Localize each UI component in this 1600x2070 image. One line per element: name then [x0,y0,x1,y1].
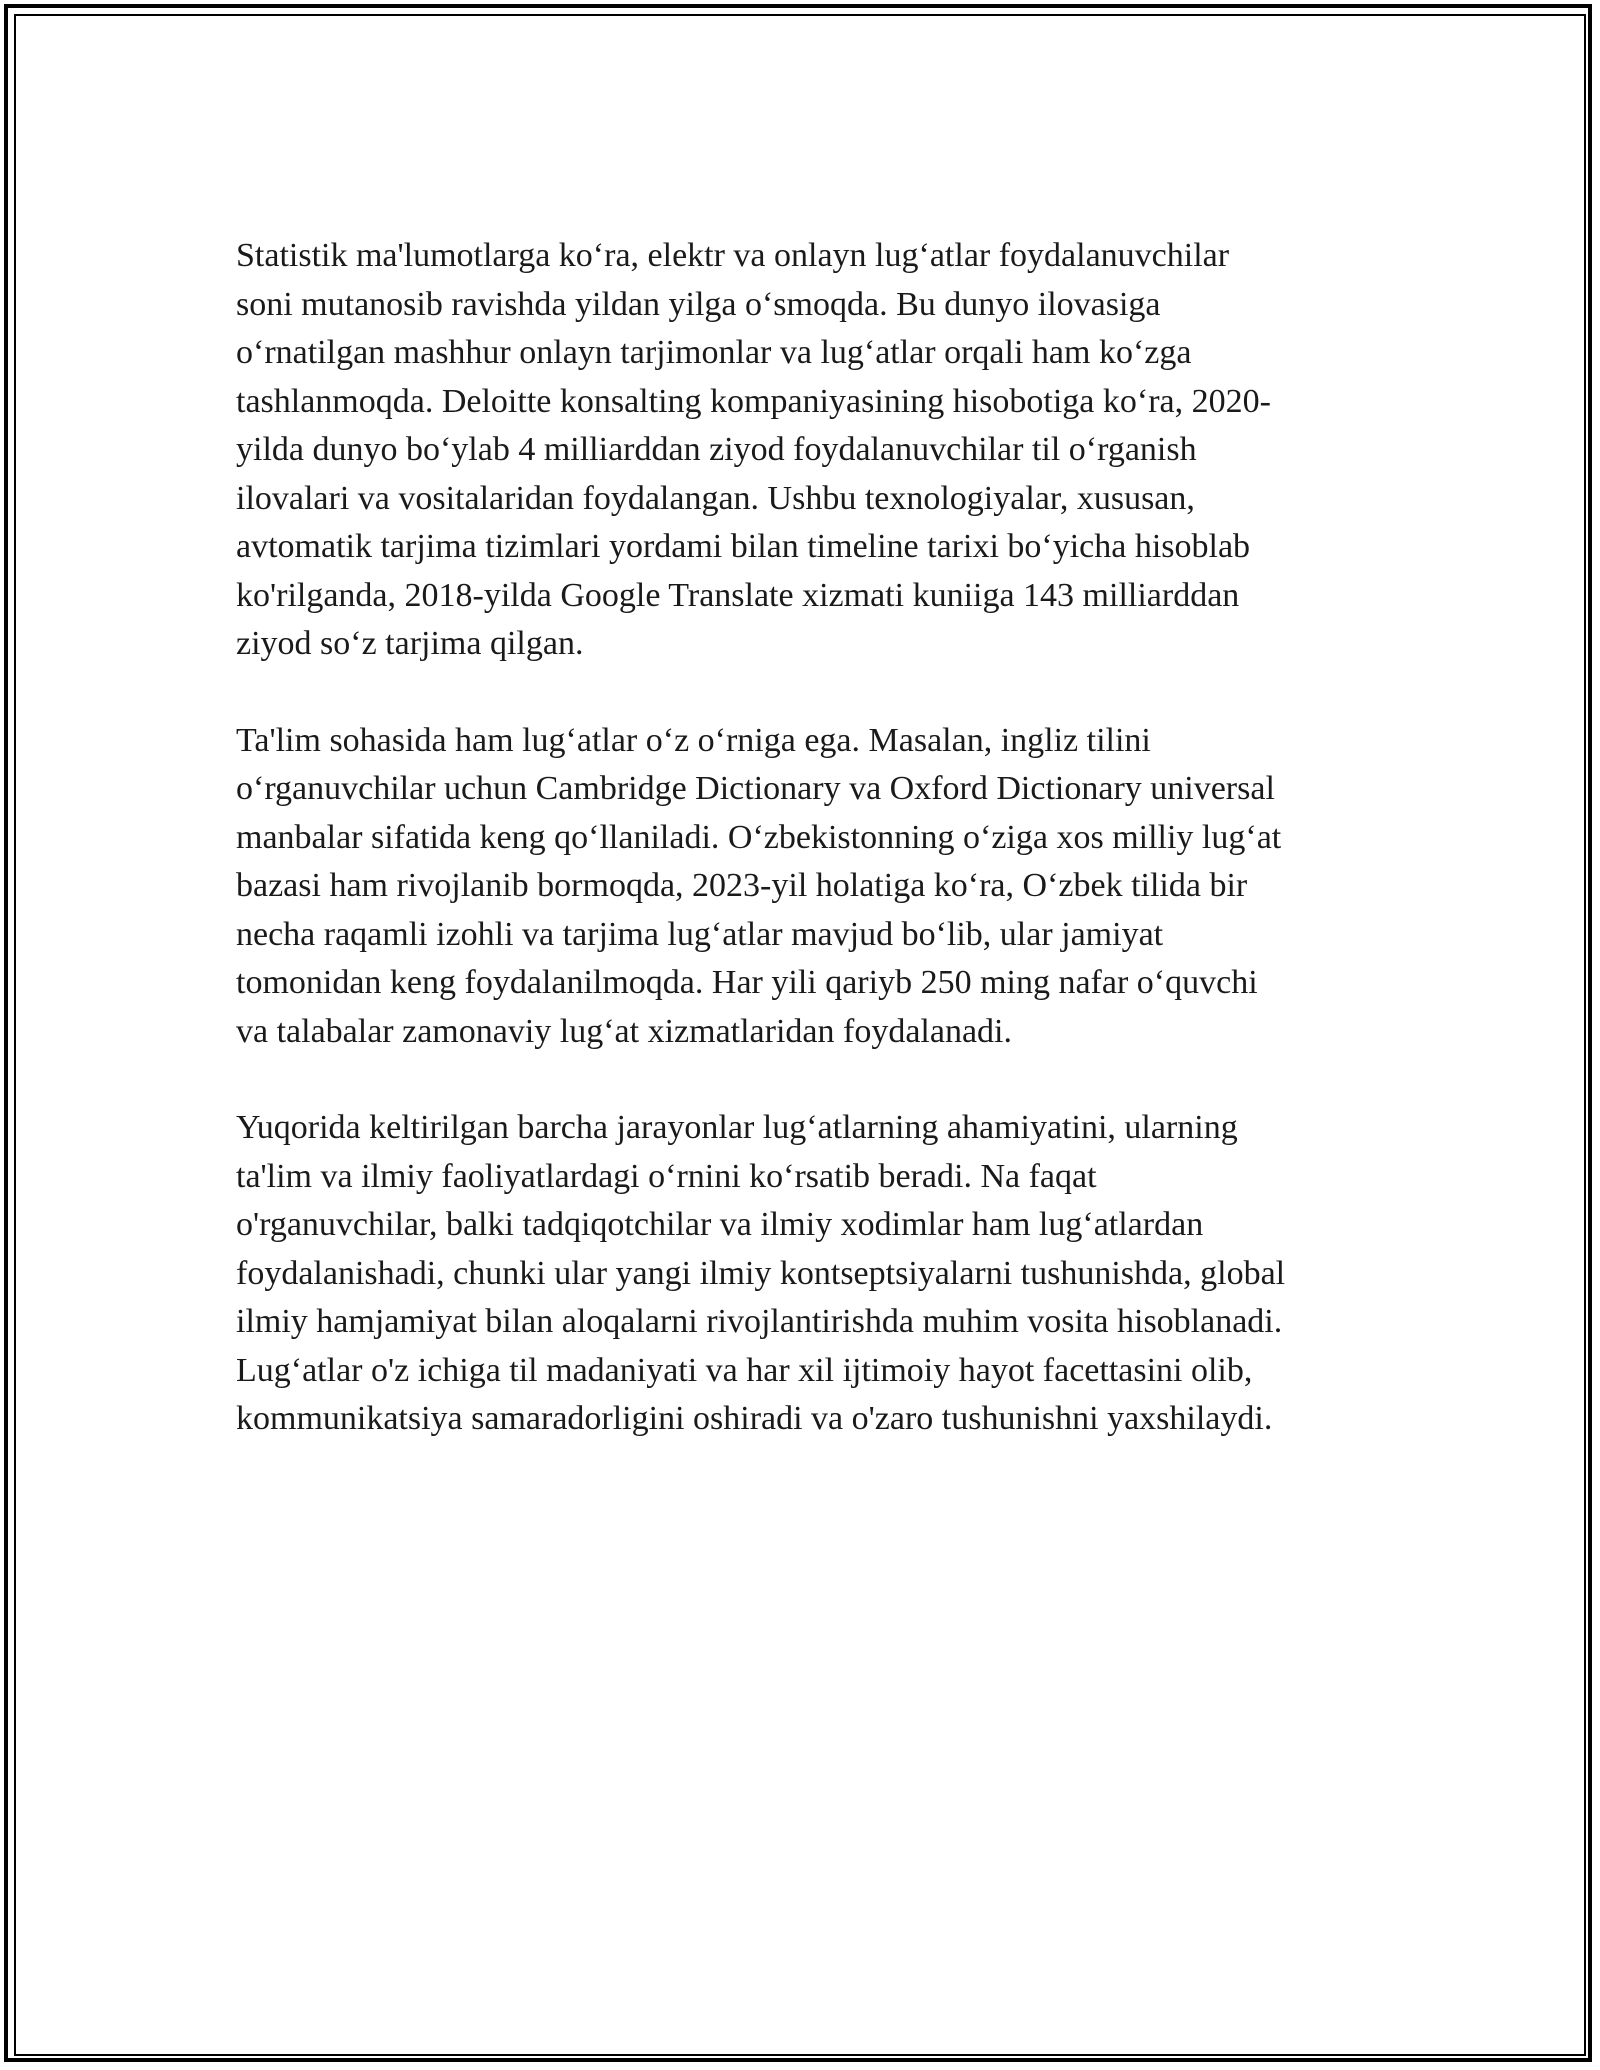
text-line: Ta'lim sohasida ham lug‘atlar o‘z o‘rniga ega. Masalan, ingliz tilini [236,721,1151,759]
text-line: ta'lim va ilmiy faoliyatlardagi o‘rnini ko‘rsatib beradi. Na faqat [236,1157,1097,1195]
text-line: Lug‘atlar o'z ichiga til madaniyati va har xil ijtimoiy hayot facettasini olib, [236,1351,1253,1389]
text-line: o‘rganuvchilar uchun Cambridge Dictionary va Oxford Dictionary universal [236,770,1275,807]
text-line: ziyod so‘z tarjima qilgan. [236,625,584,662]
text-line: manbalar sifatida keng qo‘llaniladi. O‘zbekistonning o‘ziga xos milliy lug‘at [236,818,1282,856]
text-line: ko'rilganda, 2018-yilda Google Translate xizmati kuniiga 143 milliarddan [236,576,1240,614]
text-line: Statistik ma'lumotlarga ko‘ra, elektr va onlayn lug‘atlar foydalanuvchilar [236,237,1230,274]
paragraph-education [236,717,1376,1057]
text-line: o‘rnatilgan mashhur onlayn tarjimonlar va lug‘atlar orqali ham ko‘zga [236,334,1192,371]
text-line: o'rganuvchilar, balki tadqiqotchilar va ilmiy xodimlar ham lug‘atlardan [236,1206,1204,1243]
text-line: foydalanishadi, chunki ular yangi ilmiy kontseptsiyalarni tushunishda, global [236,1254,1286,1292]
text-line: avtomatik tarjima tizimlari yordami bilan timeline tarixi bo‘yicha hisoblab [236,528,1251,565]
text-line: bazasi ham rivojlanib bormoqda, 2023-yil holatiga ko‘ra, O‘zbek tilida bir [236,867,1248,904]
text-line: Yuqorida keltirilgan barcha jarayonlar lug‘atlarning ahamiyatini, ularning [236,1109,1238,1146]
text-line: necha raqamli izohli va tarjima lug‘atlar mavjud bo‘lib, ular jamiyat [236,915,1164,953]
text-line: soni mutanosib ravishda yildan yilga o‘smoqda. Bu dunyo ilovasiga [236,285,1161,323]
text-line: ilmiy hamjamiyat bilan aloqalarni rivojlantirishda muhim vosita hisoblanadi. [236,1303,1283,1340]
text-line: tomonidan keng foydalanilmoqda. Har yili qariyb 250 ming nafar o‘quvchi [236,964,1258,1001]
text-line: kommunikatsiya samaradorligini oshiradi va o'zaro tushunishni yaxshilaydi. [236,1400,1273,1437]
text-line: tashlanmoqda. Deloitte konsalting kompaniyasining hisobotiga ko‘ra, 2020- [236,382,1271,420]
text-line: yilda dunyo bo‘ylab 4 milliarddan ziyod foydalanuvchilar til o‘rganish [236,431,1197,468]
text-line: va talabalar zamonaviy lug‘at xizmatlaridan foydalanadi. [236,1012,1012,1050]
paragraph-conclusion [236,1104,1376,1444]
text-line: ilovalari va vositalaridan foydalangan. Ushbu texnologiyalar, xususan, [236,479,1195,517]
paragraph-statistics [236,232,1376,669]
document-body [236,232,1376,1444]
